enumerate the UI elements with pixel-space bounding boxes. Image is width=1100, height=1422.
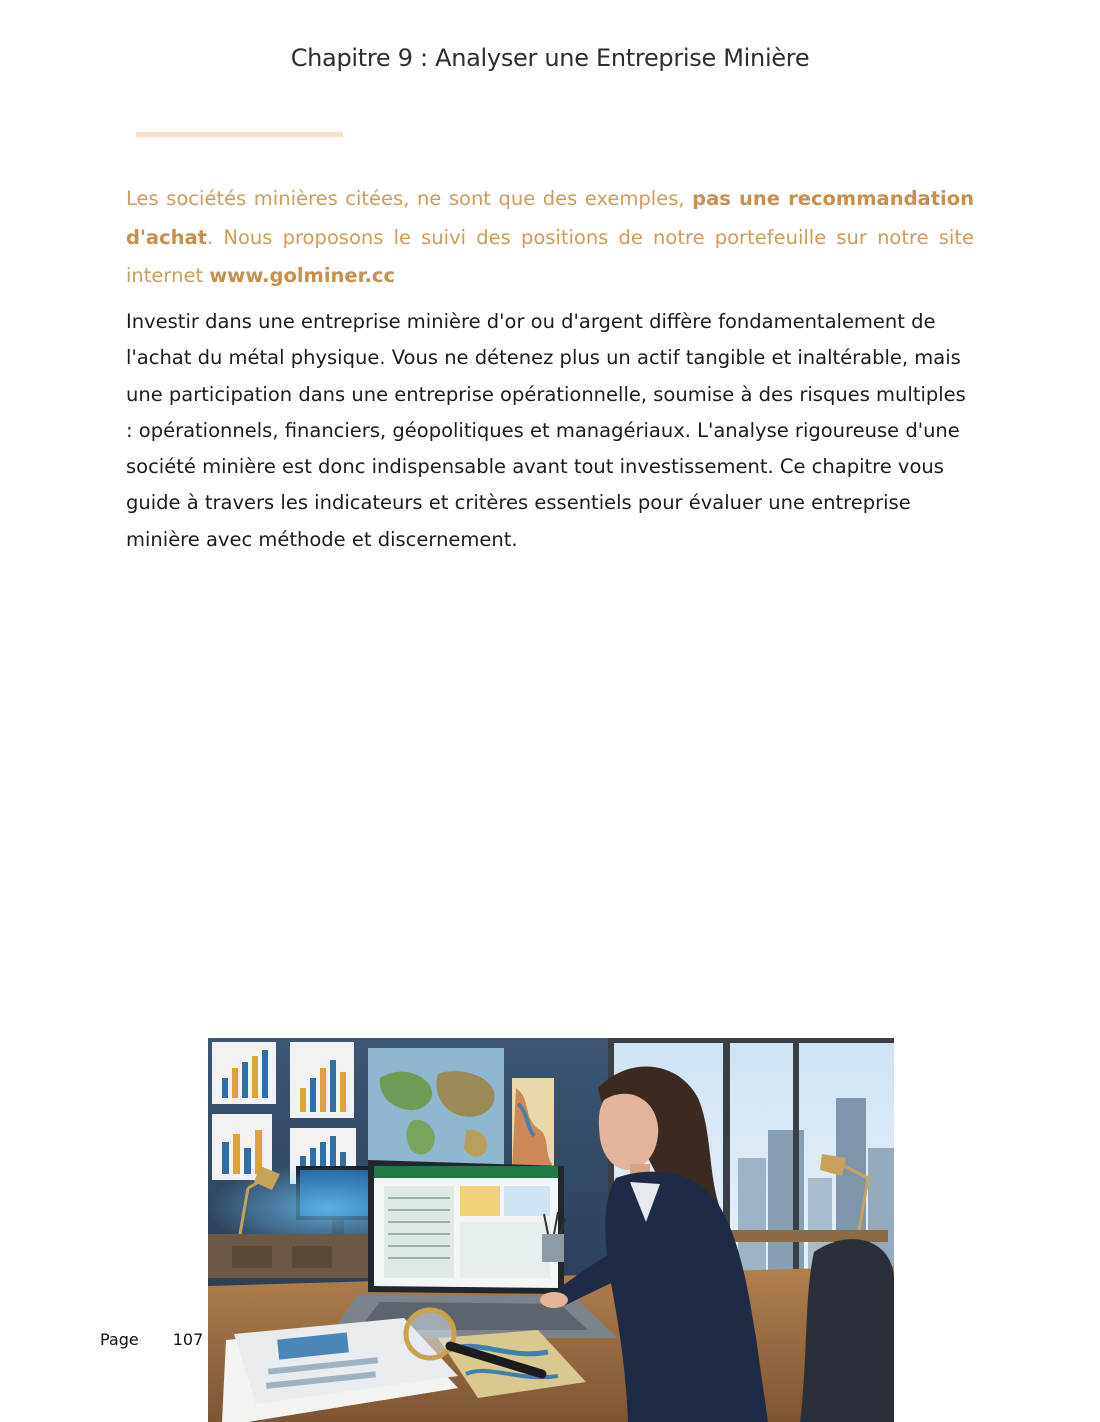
page-footer: [100, 1330, 203, 1349]
website-link[interactable]: www.golminer.cc: [209, 264, 396, 287]
chapter-title: Chapitre 9 : Analyser une Entreprise Minière: [290, 44, 810, 72]
page-number: 107: [172, 1330, 204, 1349]
disclaimer-text-end: . Nous proposons le suivi des positions de notre portefeuille sur notre site internet: [126, 225, 974, 287]
intro-paragraph: Investir dans une entreprise minière d'or ou d'argent diffère fondamentalement de l'achat du métal physique. Vous ne détenez plus un actif tangible et inaltérable, mais une participation dans une entreprise opérationnelle, soumise à des risques multiples : opérationnels, financiers, géopolitiques et managériaux. L'analyse rigoureuse d'une société minière est donc indispensable avant tout investissement. Ce chapitre vous guide à travers les indicateurs et critères essentiels pour évaluer une entreprise minière avec méthode et discernement.: [126, 310, 966, 551]
disclaimer-text-start: Les sociétés minières citées, ne sont que des exemples,: [126, 187, 693, 210]
analyst-office-photo: [208, 1038, 894, 1422]
disclaimer-bold-note: pas une recommandation d'achat: [126, 187, 974, 249]
disclaimer-paragraph: [126, 180, 974, 296]
page-label: Page: [100, 1330, 139, 1349]
accent-divider: [136, 132, 343, 137]
